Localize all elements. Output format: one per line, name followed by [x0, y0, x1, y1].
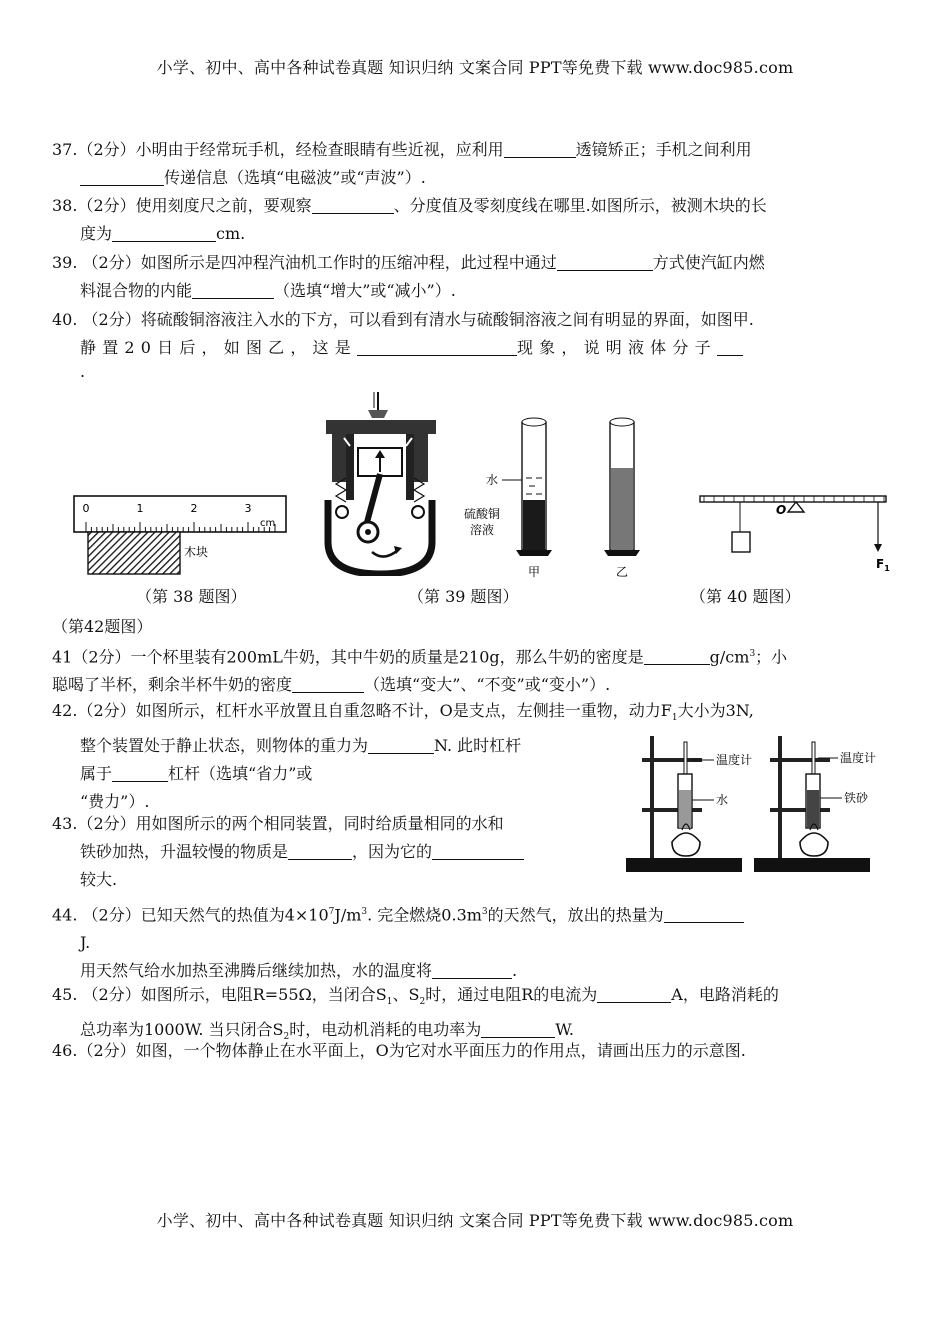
q44-blank-1[interactable] — [664, 904, 744, 923]
apparatus-right — [754, 736, 876, 872]
q40-blank-1[interactable] — [357, 337, 517, 356]
q37-blank-2[interactable] — [80, 167, 164, 186]
q44-text-a: 44. （2分）已知天然气的热值为4×10 — [52, 905, 329, 925]
q40-text-a: 40. （2分）将硫酸铜溶液注入水的下方，可以看到有清水与硫酸铜溶液之间有明显的界面，如图甲. — [52, 310, 754, 329]
q42-blank-1[interactable] — [368, 735, 434, 754]
q43-blank-1[interactable] — [288, 841, 352, 860]
q38-text-c: 度为 — [80, 224, 113, 243]
ruler-tick-label: 1 — [136, 502, 144, 515]
q43-text-b: 铁砂加热，升温较慢的物质是 — [80, 842, 289, 861]
solution-label-2: 溶液 — [470, 523, 495, 537]
q45-text-e: 总功率为1000W. 当只闭合S — [80, 1020, 284, 1040]
q40-blank-2[interactable] — [717, 337, 743, 356]
q41-sup: 3 — [749, 649, 756, 659]
q37-text-c: 传递信息（选填“电磁波”或“声波”）. — [164, 168, 426, 187]
q38-blank-2[interactable] — [112, 223, 216, 242]
water-label-2: 水 — [716, 793, 729, 807]
mixed-solution — [611, 468, 633, 550]
copper-sulfate-layer — [523, 500, 545, 550]
question-37 — [52, 136, 900, 192]
ruler-tick-label: 0 — [82, 502, 90, 515]
caption-40: （第 40 题图） — [690, 587, 801, 606]
q44-text-d: 的天然气，放出的热量为 — [487, 905, 664, 925]
q41-text-c: ；小 — [755, 647, 788, 667]
ruler-body — [74, 496, 286, 532]
ruler-figure — [72, 494, 290, 576]
ruler-unit: cm — [260, 518, 276, 529]
page-footer: 小学、初中、高中各种试卷真题 知识归纳 文案合同 PPT等免费下载 www.doc985.com — [156, 1211, 794, 1230]
q41-text-d: 聪喝了半杯，剩余半杯牛奶的密度 — [52, 675, 293, 695]
page-header: 小学、初中、高中各种试卷真题 知识归纳 文案合同 PPT等免费下载 www.doc985.com — [156, 58, 794, 77]
connecting-rod — [366, 474, 380, 526]
fulcrum — [788, 502, 804, 512]
q40-text-b: 静置20日后，如图乙，这是 — [80, 338, 357, 357]
lever-figure — [696, 490, 892, 572]
iron-sand-label: 铁砂 — [844, 791, 869, 805]
cylinder-head — [326, 420, 436, 434]
q45-text-g: W. — [555, 1020, 574, 1040]
q43-text-c: ，因为它的 — [352, 842, 433, 861]
q45-text-f: 时，电动机消耗的电功率为 — [289, 1020, 482, 1040]
q45-sub-2: 2 — [419, 997, 426, 1008]
lever-bar — [700, 496, 886, 502]
q45-text-d: A，电路消耗的 — [671, 985, 779, 1004]
ruler-tick-label: 3 — [244, 502, 252, 515]
spark-plug — [368, 410, 388, 418]
yi-label: 乙 — [615, 565, 629, 579]
q41-text-a: 41（2分）一个杯里装有200mL牛奶，其中牛奶的质量是210g，那么牛奶的密度是 — [52, 647, 644, 667]
q39-text-b: 方式使汽缸内燃 — [652, 253, 765, 272]
q44-text-e: J. — [80, 933, 91, 953]
wood-block-label: 木块 — [184, 545, 209, 559]
question-38 — [52, 192, 900, 248]
q39-text-d: （选填“增大”或“减小”）. — [274, 281, 456, 300]
question-39 — [52, 249, 900, 305]
q40-text-c: 现象，说明液体分子 — [516, 338, 717, 357]
q45-text-b: 、S — [392, 985, 420, 1004]
q37-text-a: 37.（2分）小明由于经常玩手机，经检查眼睛有些近视，应利用 — [52, 140, 504, 159]
q40-text-d: . — [80, 362, 86, 381]
q45-text-a: 45. （2分）如图所示，电阻R=55Ω，当闭合S — [52, 985, 387, 1004]
q43-blank-2[interactable] — [432, 841, 524, 860]
caption-42: （第42题图） — [52, 617, 153, 636]
arrow-down-icon — [874, 544, 882, 552]
q42-text-c: 整个装置处于静止状态，则物体的重力为 — [80, 736, 369, 756]
q45-sub-3: 2 — [283, 1032, 290, 1043]
wood-block — [88, 532, 180, 574]
q37-blank-1[interactable] — [504, 139, 576, 158]
q46-text-a: 46.（2分）如图，一个物体静止在水平面上，O为它对水平面压力的作用点，请画出压力的示意图. — [52, 1041, 746, 1060]
q38-text-d: cm. — [216, 224, 246, 243]
heating-figure — [622, 730, 894, 876]
question-44 — [52, 898, 900, 985]
q39-blank-1[interactable] — [557, 252, 653, 271]
question-41 — [52, 640, 900, 699]
q39-text-c: 料混合物的内能 — [80, 281, 193, 300]
q42-text-a: 42.（2分）如图所示，杠杆水平放置且自重忽略不计，O是支点，左侧挂一重物，动力F — [52, 701, 672, 720]
q45-text-c: 时，通过电阻R的电流为 — [425, 985, 598, 1004]
ruler-tick-label: 2 — [190, 502, 198, 515]
q42-text-e: 属于 — [80, 764, 113, 784]
q44-text-c: . 完全燃烧0.3m — [367, 905, 482, 925]
q41-blank-1[interactable] — [644, 646, 710, 665]
q44-text-g: . — [512, 961, 518, 981]
q42-text-d: N. 此时杠杆 — [434, 736, 522, 756]
hanging-weight — [732, 532, 750, 552]
q44-sup-3: 3 — [481, 907, 488, 917]
q38-text-b: 、分度值及零刻度线在哪里.如图所示，被测木块的长 — [393, 196, 767, 215]
q42-sub: 1 — [671, 713, 678, 724]
q39-blank-2[interactable] — [192, 280, 274, 299]
pivot-label: O — [776, 503, 787, 517]
q44-sup-1: 7 — [328, 907, 335, 917]
jia-label: 甲 — [527, 565, 541, 579]
apparatus-left — [626, 736, 752, 872]
caption-39: （第 39 题图） — [408, 587, 519, 606]
q39-text-a: 39. （2分）如图所示是四冲程汽油机工作时的压缩冲程，此过程中通过 — [52, 253, 557, 272]
force-label: $F_1$ — [876, 557, 890, 572]
q42-text-b: 大小为3N, — [677, 701, 754, 720]
q41-text-b: g/cm — [709, 647, 750, 667]
diffusion-figure — [462, 414, 668, 584]
thermometer-label-2: 温度计 — [840, 751, 877, 765]
q38-blank-1[interactable] — [312, 195, 394, 214]
q44-blank-2[interactable] — [432, 960, 512, 979]
q41-text-e: （选填“变大”、“不变”或“变小”）. — [364, 675, 611, 695]
solution-label-1: 硫酸铜 — [464, 507, 501, 521]
q37-text-b: 透镜矫正；手机之间利用 — [575, 140, 752, 159]
q43-text-a: 43.（2分）用如图所示的两个相同装置，同时给质量相同的水和 — [52, 814, 504, 833]
q44-text-f: 用天然气给水加热至沸腾后继续加热，水的温度将 — [80, 961, 433, 981]
q44-text-b: J/m — [334, 905, 362, 925]
q38-text-a: 38.（2分）使用刻度尺之前，要观察 — [52, 196, 312, 215]
q43-text-d: 较大. — [80, 870, 118, 889]
question-40 — [52, 306, 900, 382]
q42-text-g: “费力”）. — [80, 792, 150, 812]
engine-figure — [322, 392, 440, 576]
q45-blank-1[interactable] — [597, 984, 671, 1003]
thermometer-label-1: 温度计 — [716, 753, 753, 767]
q42-text-f: 杠杆（选填“省力”或 — [168, 764, 313, 784]
question-46 — [52, 1037, 900, 1065]
q45-blank-2[interactable] — [481, 1019, 555, 1038]
caption-38: （第 38 题图） — [136, 587, 247, 606]
water-label: 水 — [486, 473, 499, 487]
q44-sup-2: 3 — [361, 907, 368, 917]
q41-blank-2[interactable] — [292, 674, 364, 693]
q42-blank-2[interactable] — [112, 763, 168, 782]
q45-sub-1: 1 — [386, 997, 393, 1008]
